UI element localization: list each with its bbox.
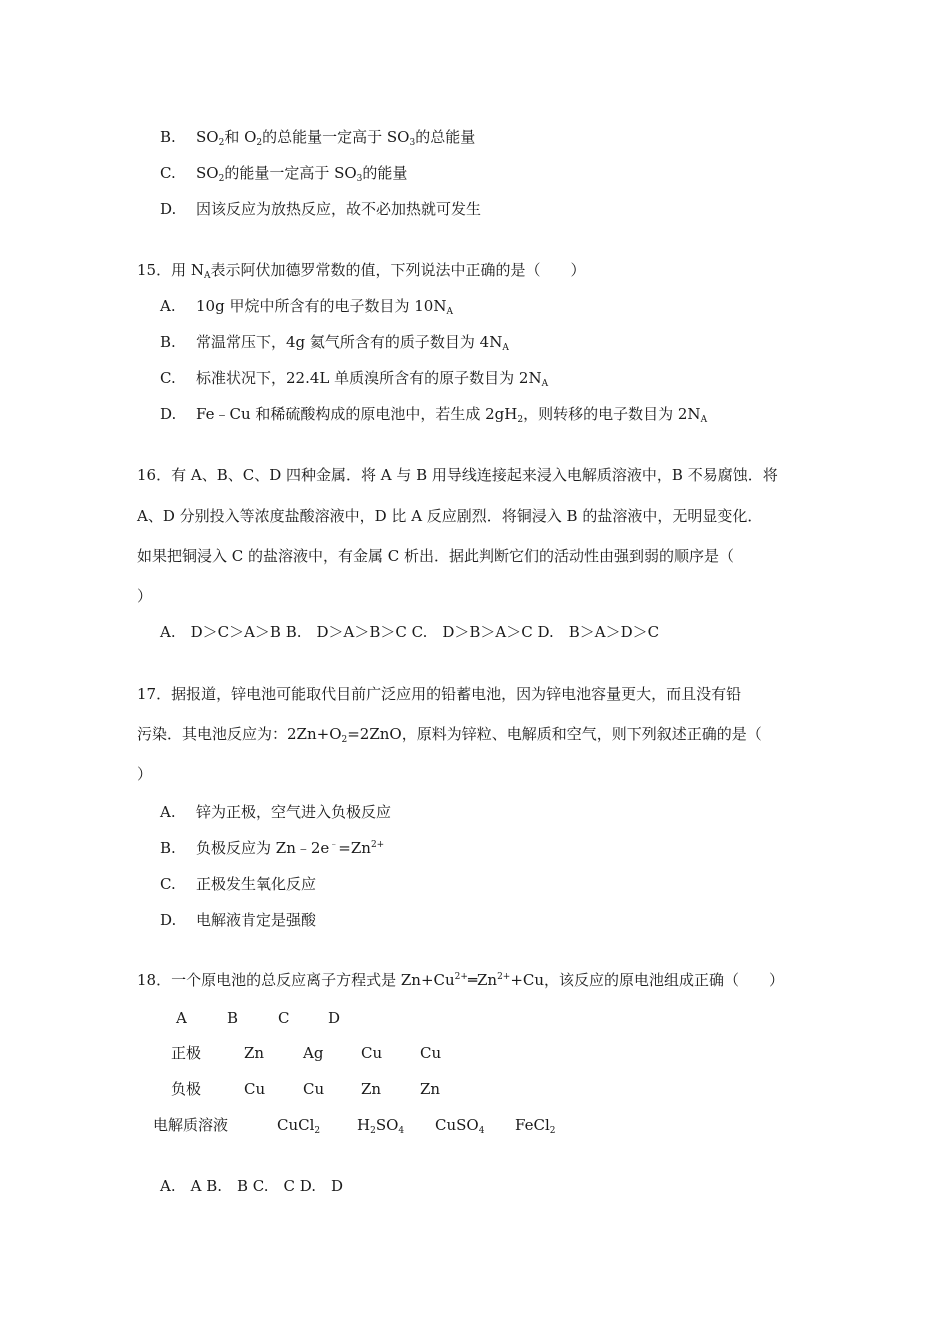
q16-stem-line3: 如果把铜浸入 C 的盐溶液中，有金属 C 析出．据此判断它们的活动性由强到弱的顺序是（ (137, 547, 735, 565)
q16-stem-line2: A、D 分别投入等浓度盐酸溶液中，D 比 A 反应剧烈．将铜浸入 B 的盐溶液中，无明显变化． (137, 507, 763, 525)
q18-cell: FeCl$_2$ (515, 1116, 556, 1136)
q18-cell: Cu (244, 1080, 266, 1098)
q18-cell: Zn (361, 1080, 382, 1098)
q17-option-c: C. 正极发生氧化反应 (160, 875, 317, 893)
q16-stem-line4: ） (137, 587, 153, 605)
q17-option-d: D. 电解液肯定是强酸 (160, 911, 317, 929)
q18-header-a: A (176, 1009, 187, 1027)
q18-cell: Cu (420, 1044, 442, 1062)
q18-header-b: B (227, 1009, 239, 1027)
q18-options: A. A B. B C. C D. D (160, 1177, 344, 1195)
q18-cell: CuSO$_4$ (435, 1116, 485, 1136)
q18-cell: Zn (244, 1044, 265, 1062)
q18-cell: Zn (420, 1080, 441, 1098)
q15-stem: 15．用 $N_A$表示阿伏加德罗常数的值，下列说法中正确的是（ ） (137, 261, 586, 281)
q17-stem-line3: ） (137, 765, 153, 783)
q18-cell: Cu (361, 1044, 383, 1062)
q18-cell: CuCl$_2$ (277, 1116, 321, 1136)
q17-stem-line1: 17．据报道，锌电池可能取代目前广泛应用的铅蓄电池，因为锌电池容量更大，而且没有铅 (137, 685, 742, 703)
q16-stem-line1: 16．有 A、B、C、D 四种金属．将 A 与 B 用导线连接起来浸入电解质溶液中，B 不易腐蚀．将 (137, 466, 778, 484)
q17-stem-line2: 污染．其电池反应为：$2Zn+O_2=2ZnO$，原料为锌粒、电解质和空气，则下列叙述正确的是（ (137, 725, 762, 745)
q18-cell: Ag (303, 1044, 324, 1062)
q18-header-c: C (278, 1009, 290, 1027)
q18-cell: Cu (303, 1080, 325, 1098)
q18-stem: 18．一个原电池的总反应离子方程式是 $Zn+Cu^{2+}═Zn^{2+}+Cu$，该反应的原电池组成正确（ ） (137, 971, 785, 989)
q17-option-a: A. 锌为正极，空气进入负极反应 (160, 803, 392, 821)
q15-option-a: A. 10g 甲烷中所含有的电子数目为 $10N_A$ (160, 297, 453, 317)
q18-row-negative-label: 负极 (171, 1080, 202, 1098)
q17-option-b: B. 负极反应为 $Zn﹣2e^﹣=Zn^{2+}$ (160, 839, 385, 857)
q15-option-c: C. 标准状况下，22.4L 单质溴所含有的原子数目为 $2N_A$ (160, 369, 549, 389)
q18-cell: $H_2SO_4$ (357, 1116, 405, 1136)
q14-option-d: D. 因该反应为放热反应，故不必加热就可发生 (160, 200, 482, 218)
q14-option-c: C. $SO_2$的能量一定高于 $SO_3$的能量 (160, 164, 408, 184)
q18-header-d: D (328, 1009, 341, 1027)
q15-option-b: B. 常温常压下，4g 氦气所含有的质子数目为 $4N_A$ (160, 333, 509, 353)
q16-options: A. D＞C＞A＞B B. D＞A＞B＞C C. D＞B＞A＞C D. B＞A＞D＞C (160, 623, 660, 641)
q15-option-d: D. Fe﹣Cu 和稀硫酸构成的原电池中，若生成 $2gH_2$，则转移的电子数目为 $2N_A$ (160, 405, 708, 425)
q18-row-positive-label: 正极 (171, 1044, 202, 1062)
q18-row-electrolyte-label: 电解质溶液 (153, 1116, 229, 1134)
q14-option-b: B. $SO_2$和 $O_2$的总能量一定高于 $SO_3$的总能量 (160, 128, 476, 148)
